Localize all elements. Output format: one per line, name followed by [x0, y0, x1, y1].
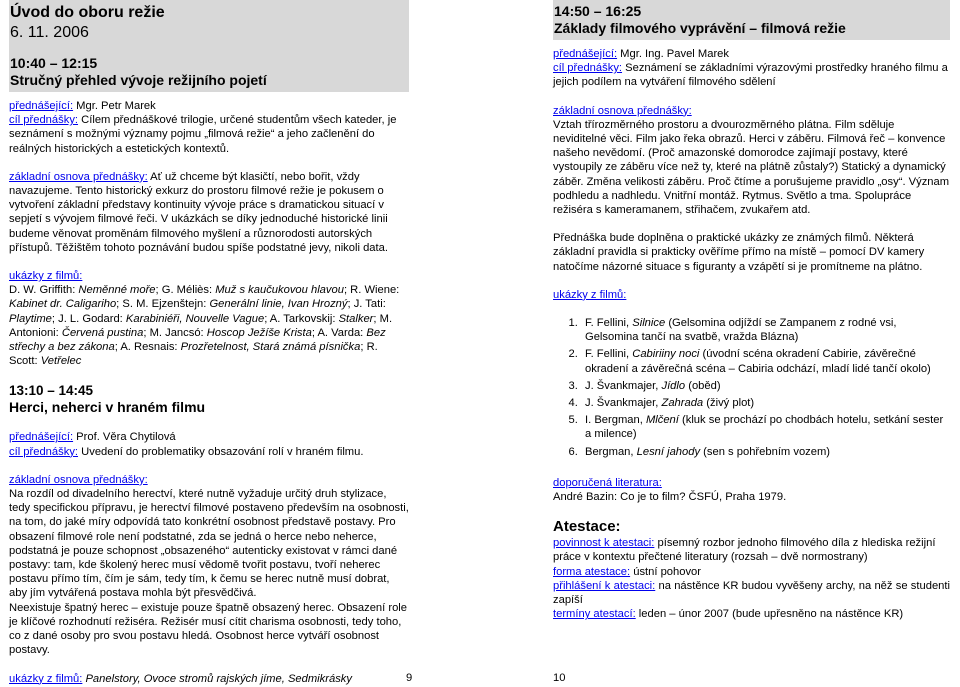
film-author: (živý plot)	[703, 397, 755, 410]
lecturer-name: Mgr. Petr Marek	[73, 100, 156, 112]
samples-label: ukázky z filmů:	[9, 270, 83, 283]
lit-label: doporučená literatura:	[553, 476, 662, 489]
atest-registration	[553, 579, 950, 607]
atest-text: písemný rozbor jednoho filmového díla z hlediska režijní práce v kontextu přečtené literatury (rozsah – dvě normostrany)	[553, 537, 936, 564]
session-3-title: Základy filmového vyprávění – filmová režie	[554, 20, 846, 36]
session-1-lecturer	[9, 99, 409, 113]
film-author: ; A. Varda:	[311, 326, 367, 339]
page-number-right: 10	[553, 672, 566, 684]
film-author: (sen s pohřebním vozem)	[700, 445, 831, 458]
literature-label	[553, 476, 950, 490]
film-author: (Gelsomina odjíždí se Zampanem z rodné vsi, Gelsomina tančí na svatbě, vražda Blázna)	[585, 317, 897, 344]
film-title: Generální linie, Ivan Hrozný	[209, 298, 348, 311]
session-1-goal	[9, 113, 409, 156]
outline-label: základní osnova přednášky:	[553, 104, 692, 117]
film-author: F. Fellini,	[585, 317, 633, 330]
atest-obligation	[553, 536, 950, 564]
outline-label: základní osnova přednášky:	[9, 170, 148, 183]
film-title: Neměnné moře	[78, 284, 156, 297]
goal-text: Seznámení se základními výrazovými prostředky hraného filmu a jejich podílem na vytváření filmového sdělení	[553, 62, 948, 89]
atest-label: forma atestace:	[553, 565, 631, 578]
sample-list-item	[581, 413, 950, 441]
goal-text: Cílem přednáškové trilogie, určené studentům všech kateder, je seznámení s možnými významy pojmu „filmová režie“ a jeho začlenění do reálných historických a estetických kontextů.	[9, 114, 397, 155]
session-1-outline	[9, 170, 409, 255]
film-author: ; J. L. Godard:	[51, 312, 126, 325]
film-author: J. Švankmajer,	[585, 397, 662, 410]
session-2-outline: Na rozdíl od divadelního herectví, které nutně vyžaduje určitý druh stylizace, tedy specifickou přípravu, je herectví filmové postaveno především na osobnosti, na tom, do jaké míry odpovídá tato konkrétní osobnost představě postavy. Pro obsazení filmové role není podstatné, zda se jedná o herce nebo neherce, podstatná je pouze schopnost „obsazeného“ autenticky existovat v rámci dané postavy: tam, kde školený herec musí vědomě tvořit postavu, tvoří neherec postavu přímo tím, čím je sám, tedy tím, k čemu se herec nutně musí dobrat, aby jím vytvářená postava mohla být přesvědčivá.	[9, 488, 409, 600]
film-author: ; J. Tati:	[347, 298, 386, 311]
session-2-outline-label	[9, 473, 409, 487]
film-title: Silnice	[632, 317, 666, 330]
goal-text: Uvedení do problematiky obsazování rolí v hraném filmu.	[78, 445, 364, 458]
goal-label: cíl přednášky:	[553, 62, 623, 75]
film-author: ; R. Scott:	[9, 341, 378, 368]
lecturer-label: přednášející:	[9, 431, 74, 444]
film-title: Kabinet dr. Caligariho	[9, 298, 117, 311]
session-3-samples-label	[553, 288, 950, 302]
atest-dates	[553, 607, 950, 621]
session-2-lecturer	[9, 430, 409, 444]
lecturer-name: Prof. Věra Chytilová	[73, 431, 176, 444]
sample-list-item	[581, 396, 950, 410]
session-1-samples-label	[9, 269, 409, 283]
film-author: ; M. Antonioni:	[9, 312, 393, 339]
film-author: (úvodní scéna okradení Cabirie, závěrečné okradení a závěrečná scéna – Cabiria odchází, mladí lidé tančí okolo)	[585, 348, 931, 375]
film-author: ; A. Resnais:	[114, 341, 181, 354]
film-author: (kluk se prochází po chodbách hotelu, setkání sester a milence)	[585, 414, 944, 441]
session-2-samples	[9, 672, 409, 686]
goal-label: cíl přednášky:	[9, 445, 79, 458]
lecturer-label: přednášející:	[553, 48, 618, 60]
film-title: Jídlo	[661, 379, 686, 392]
sample-list-item	[581, 379, 950, 393]
lecturer-name: Mgr. Ing. Pavel Marek	[617, 48, 729, 60]
film-author: Bergman,	[585, 445, 637, 458]
atest-label: povinnost k atestaci:	[553, 537, 655, 550]
film-title: Karabiniéři, Nouvelle Vague	[125, 312, 265, 325]
sample-list-item	[581, 316, 950, 344]
lecturer-label: přednášející:	[9, 100, 74, 112]
samples-list	[553, 316, 950, 459]
atest-text: ústní pohovor	[630, 565, 702, 578]
session-3-outline: Vztah třírozměrného prostoru a dvourozměrného plátna. Film sděluje neviditelné věci. Film jako řeka obrazů. Herci v záběru. Filmová řeč – konvence našeho nevědomí. (Proč amazonské domorodce zajímají postavy, které vystoupily ze záběru více než ty, které na plátně zůstaly?) Statický a dynamický záběr. Změna velikosti záběru. Proč čtíme a porušujeme pravidlo „osy“. Význam podhledu a nadhledu. Vnitřní montáž. Rytmus. Světlo a tma. Spolupráce režiséra s kameramanem, střihačem, zvukařem atd.	[553, 118, 950, 217]
session-2-time: 13:10 – 14:45	[9, 383, 94, 399]
session-3-outline-2: Přednáška bude doplněna o praktické ukázky ze známých filmů. Některá základní pravidla si prakticky ověříme přímo na místě – pomocí DV kamery natočíme názorné situace s figuranty a vzápětí si je promítneme na plátno.	[553, 232, 925, 273]
film-author: F. Fellini,	[585, 348, 633, 361]
course-date: 6. 11. 2006	[10, 24, 89, 41]
atest-form	[553, 565, 950, 579]
atest-label: přihlášení k atestaci:	[553, 579, 656, 592]
session-3-lecturer	[553, 47, 950, 61]
outline-label: základní osnova přednášky:	[9, 473, 148, 486]
film-author: ; A. Tarkovskij:	[264, 312, 339, 325]
film-title: Bez střechy a bez zákona	[9, 326, 386, 354]
samples-text: Panelstory, Ovoce stromů rajských jíme, Sedmikrásky	[82, 672, 352, 685]
session-1-time: 10:40 – 12:15	[10, 55, 98, 71]
right-page	[553, 0, 950, 622]
session-2-goal	[9, 445, 409, 459]
film-author: ; R. Wiene:	[343, 284, 400, 297]
left-page	[9, 0, 409, 686]
session-3-outline-label	[553, 104, 950, 118]
film-title: Playtime	[9, 312, 52, 325]
film-title: Lesní jahody	[636, 445, 701, 458]
session-3-time: 14:50 – 16:25	[554, 3, 642, 19]
sample-list-item	[581, 347, 950, 375]
film-author: D. W. Griffith:	[9, 284, 79, 297]
session-2-title: Herci, neherci v hraném filmu	[9, 399, 206, 416]
film-title: Prozřetelnost, Stará známá písnička	[180, 341, 361, 354]
atest-text: na nástěnce KR budou vyvěšeny archy, na něž se studenti zapíší	[553, 579, 950, 607]
atestace-heading: Atestace:	[553, 518, 621, 536]
film-title: Stalker	[338, 312, 374, 325]
film-title: Mlčení	[645, 414, 679, 427]
page-header	[9, 0, 409, 92]
goal-label: cíl přednášky:	[9, 114, 79, 127]
sample-list-item	[581, 445, 950, 459]
film-author: ; S. M. Ejzenštejn:	[116, 298, 210, 311]
page-number-left: 9	[406, 672, 413, 684]
atest-text: leden – únor 2007 (bude upřesněno na nástěnce KR)	[635, 608, 904, 621]
film-title: Vetřelec	[40, 355, 82, 368]
film-title: Červená pustina	[61, 326, 144, 339]
film-author: (oběd)	[685, 379, 721, 392]
samples-label: ukázky z filmů:	[553, 288, 627, 301]
page-header	[553, 0, 950, 40]
atest-label: termíny atestací:	[553, 608, 636, 621]
outline-text: Tento historický exkurz do prostoru filmové režie je pokusem o vytvoření základní představy kontinuity vývoje práce s dramatickou situací v sepjetí s vývojem filmové řeči. V ukázkách se díky jednoduché historické linii budeme věnovat proměnám filmového myšlení a různorodosti autorských přístupů. Těžištěm tohoto poznávání budou spíše podstatné jevy, nikoli data.	[9, 185, 388, 254]
samples-label: ukázky z filmů:	[9, 672, 83, 685]
session-1-samples	[9, 283, 409, 368]
film-title: Hoscop Ježíše Krista	[206, 326, 312, 339]
film-author: ; G. Méliès:	[155, 284, 216, 297]
film-author: I. Bergman,	[585, 414, 646, 427]
literature-text: André Bazin: Co je to film? ČSFÚ, Praha 1979.	[553, 491, 787, 504]
film-title: Muž s kaučukovou hlavou	[215, 284, 344, 297]
session-3-goal	[553, 61, 950, 89]
outline-lead: Ať už chceme být klasičtí, nebo bořit, vždy navazujeme.	[9, 170, 360, 198]
session-1-title: Stručný přehled vývoje režijního pojetí	[10, 72, 267, 88]
film-author: ; M. Jancsó:	[143, 326, 207, 339]
film-title: Zahrada	[661, 397, 704, 410]
film-author: J. Švankmajer,	[585, 379, 662, 392]
film-title: Cabiriiny noci	[632, 348, 700, 361]
course-title: Úvod do oboru režie	[10, 4, 165, 21]
session-2-outline-2: Neexistuje špatný herec – existuje pouze špatně obsazený herec. Obsazení role je klíčové rozhodnutí režiséra. Režisér musí cítit charisma osobnosti, tedy toho, co z dané osoby pro svou postavu hledá. Osobnost herce vytváří osobnost postavy.	[9, 601, 408, 657]
